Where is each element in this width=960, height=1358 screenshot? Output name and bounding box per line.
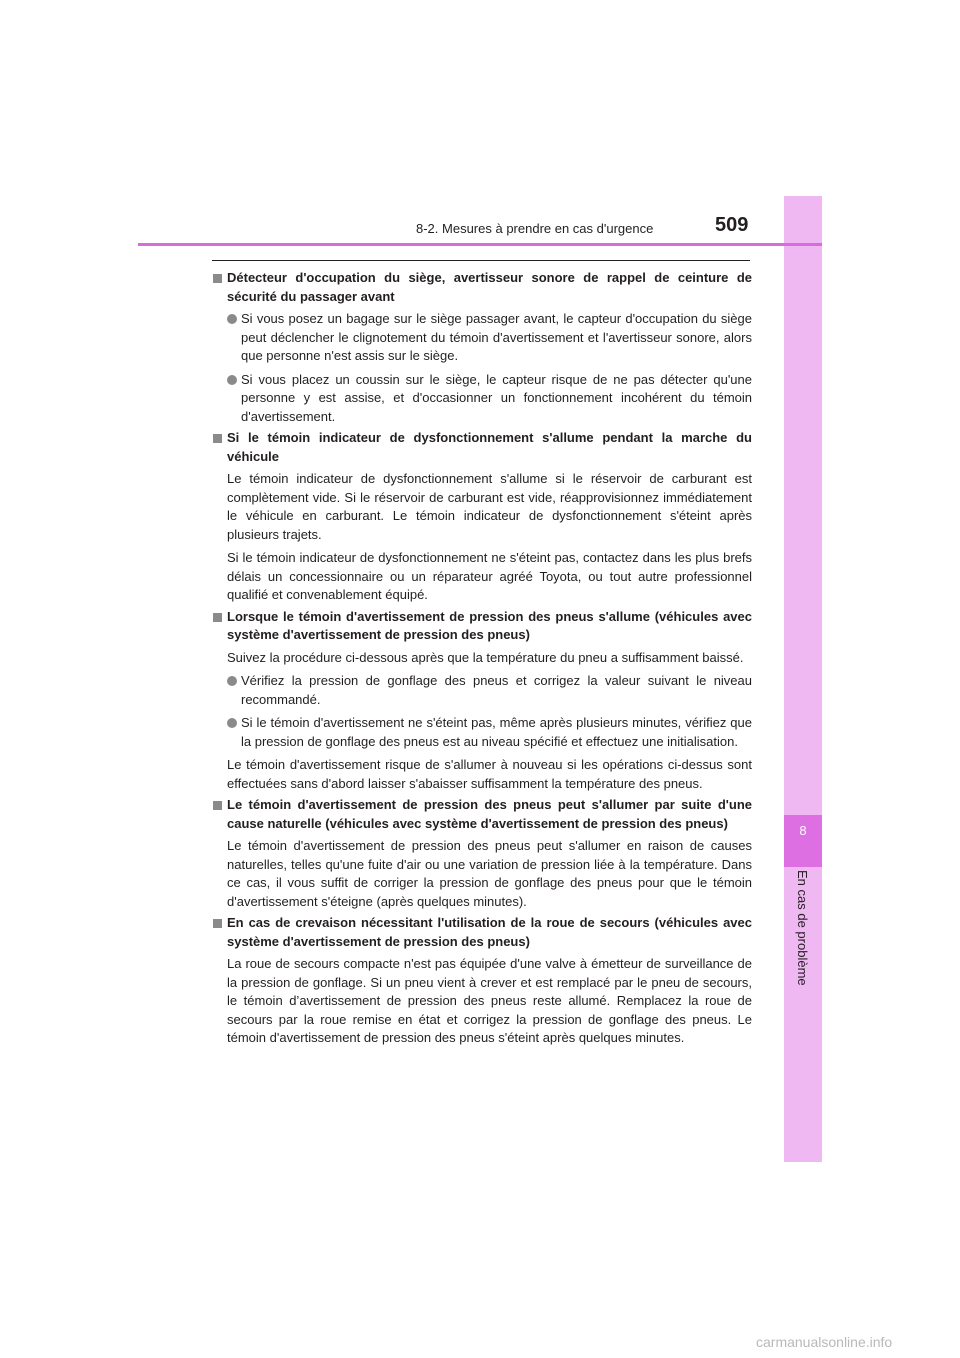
paragraph: Le témoin d'avertissement risque de s'allumer à nouveau si les opérations ci-dessus sont effectuées sans d'abord laisser s'abaisser suffisamment la température des pneus.: [227, 757, 752, 791]
bullet-item: Si le témoin d'avertissement ne s'éteint pas, même après plusieurs minutes, vérifiez que la pression de gonflage des pneus est au niveau spécifié et effectuez une initialisation.: [212, 714, 752, 751]
watermark[interactable]: carmanualsonline.info: [756, 1334, 893, 1350]
section-heading: Détecteur d'occupation du siège, avertisseur sonore de rappel de ceinture de sécurité du passager avant: [212, 269, 752, 306]
page-number: 509: [715, 214, 749, 236]
section-heading: En cas de crevaison nécessitant l'utilisation de la roue de secours (véhicules avec système d'avertissement de pression des pneus): [212, 914, 752, 951]
bullet-item: Si vous posez un bagage sur le siège passager avant, le capteur d'occupation du siège peut déclencher le clignotement du témoin d'avertissement et l'avertisseur sonore, alors que personne n'est assis sur le siège.: [212, 310, 752, 366]
chapter-side-tab: [784, 196, 822, 1162]
circle-bullet-icon: [227, 718, 237, 728]
section-heading: Lorsque le témoin d'avertissement de pression des pneus s'allume (véhicules avec système d'avertissement de pression des pneus): [212, 608, 752, 645]
square-bullet-icon: [213, 274, 222, 283]
section-header: 8-2. Mesures à prendre en cas d'urgence: [416, 221, 654, 236]
circle-bullet-icon: [227, 375, 237, 385]
bullet-item: Vérifiez la pression de gonflage des pneus et corrigez la valeur suivant le niveau recommandé.: [212, 672, 752, 709]
content-top-rule: [212, 260, 750, 261]
section-heading: Le témoin d'avertissement de pression des pneus peut s'allumer par suite d'une cause naturelle (véhicules avec système d'avertissement de pression des pneus): [212, 796, 752, 833]
square-bullet-icon: [213, 434, 222, 443]
paragraph: Le témoin d'avertissement de pression des pneus peut s'allumer en raison de causes naturelles, telles qu'une fuite d'air ou une variation de pression liée à la température. Dans ce cas, il vous suffit de corriger la pression de gonflage des pneus pour que le témoin d'avertissement s'éteigne (après quelques minutes).: [227, 838, 752, 909]
chapter-title: En cas de problème: [795, 870, 810, 986]
circle-bullet-icon: [227, 676, 237, 686]
paragraph: La roue de secours compacte n'est pas équipée d'une valve à émetteur de surveillance de la pression de gonflage. Si un pneu vient à crever et est remplacé par le pneu de secours, le témoin d’avertissement de pression des pneus reste allumé. Remplacez la roue de secours par la roue remise en état et corrigez la pression de gonflage des pneus. Le témoin d'avertissement de pression des pneus s'éteint après quelques minutes.: [227, 956, 752, 1045]
header-rule: [138, 243, 822, 246]
paragraph: Si le témoin indicateur de dysfonctionnement ne s'éteint pas, contactez dans les plus brefs délais un concessionnaire ou un réparateur agréé Toyota, ou tout autre professionnel qualifié et convenablement équipé.: [227, 550, 752, 602]
paragraph: Suivez la procédure ci-dessous après que la température du pneu a suffisamment baissé.: [227, 649, 744, 665]
page-content: [212, 266, 752, 1048]
square-bullet-icon: [213, 801, 222, 810]
bullet-item: Si vous placez un coussin sur le siège, le capteur risque de ne pas détecter qu'une personne y est assise, et d'occasionner un fonctionnement incohérent du témoin d'avertissement.: [212, 371, 752, 427]
square-bullet-icon: [213, 613, 222, 622]
paragraph: Le témoin indicateur de dysfonctionnement s'allume si le réservoir de carburant est complètement vide. Si le réservoir de carburant est vide, réapprovisionnez immédiatement le véhicule en carburant. Le témoin indicateur de dysfonctionnement s'éteint après plusieurs trajets.: [227, 471, 752, 542]
chapter-number: 8: [799, 823, 807, 838]
square-bullet-icon: [213, 919, 222, 928]
section-heading: Si le témoin indicateur de dysfonctionnement s'allume pendant la marche du véhicule: [212, 429, 752, 466]
circle-bullet-icon: [227, 314, 237, 324]
